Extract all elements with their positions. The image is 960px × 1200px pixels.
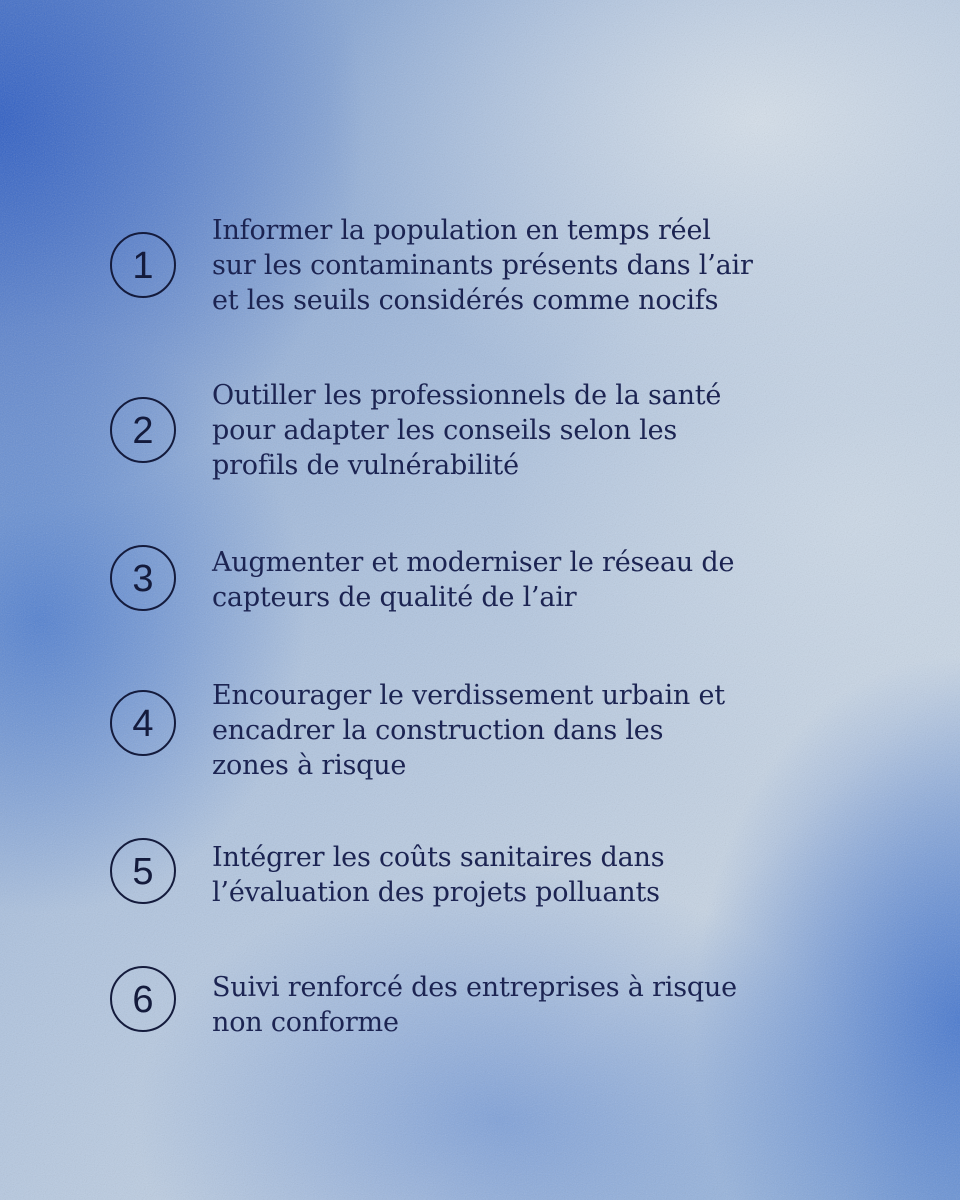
item-text-line: Informer la population en temps réel xyxy=(212,215,711,246)
item-number: 6 xyxy=(132,979,154,1021)
item-text-line: et les seuils considérés comme nocifs xyxy=(212,285,719,316)
number-circle xyxy=(110,966,176,1032)
item-number: 4 xyxy=(132,703,154,745)
item-text-line: capteurs de qualité de l’air xyxy=(212,582,577,613)
item-number: 1 xyxy=(132,245,154,287)
item-text-line: Intégrer les coûts sanitaires dans xyxy=(212,842,665,873)
item-text-line: encadrer la construction dans les xyxy=(212,715,664,746)
item-text-line: non conforme xyxy=(212,1007,399,1038)
item-text-line: Augmenter et moderniser le réseau de xyxy=(212,547,735,578)
item-text-line: l’évaluation des projets polluants xyxy=(212,877,660,908)
number-circle xyxy=(110,232,176,298)
item-text xyxy=(212,213,912,318)
number-circle xyxy=(110,397,176,463)
item-text-line: Suivi renforcé des entreprises à risque xyxy=(212,972,737,1003)
item-number: 3 xyxy=(132,558,154,600)
item-text xyxy=(212,970,912,1040)
item-text-line: Encourager le verdissement urbain et xyxy=(212,680,725,711)
number-circle xyxy=(110,690,176,756)
item-text-line: profils de vulnérabilité xyxy=(212,450,519,481)
item-text xyxy=(212,378,912,483)
item-text xyxy=(212,678,912,783)
item-text-line: zones à risque xyxy=(212,750,407,781)
item-text xyxy=(212,545,912,615)
number-circle xyxy=(110,545,176,611)
item-number: 5 xyxy=(132,851,154,893)
item-number: 2 xyxy=(132,410,154,452)
item-text-line: Outiller les professionnels de la santé xyxy=(212,380,722,411)
item-text xyxy=(212,840,912,910)
item-text-line: pour adapter les conseils selon les xyxy=(212,415,678,446)
number-circle xyxy=(110,838,176,904)
item-text-line: sur les contaminants présents dans l’air xyxy=(212,250,753,281)
